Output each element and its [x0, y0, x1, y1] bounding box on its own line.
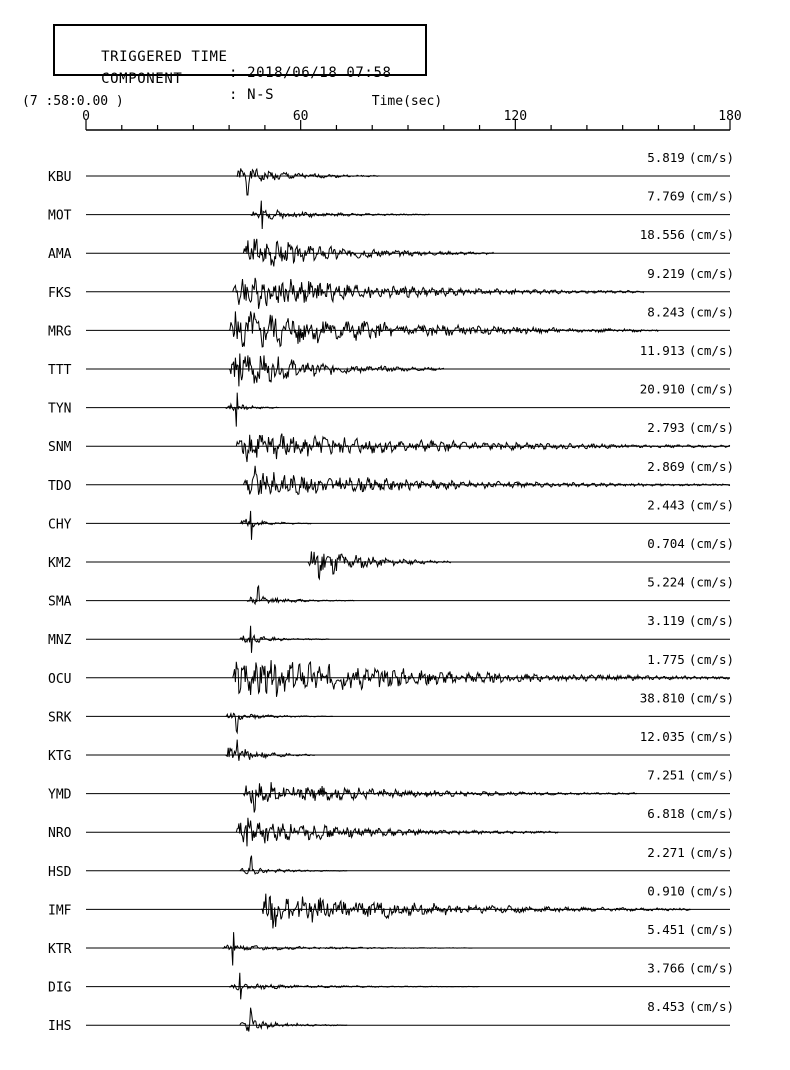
station-label: NRO	[48, 826, 72, 842]
peak-unit: (cm/s)	[688, 343, 734, 358]
x-tick-label: 180	[718, 109, 742, 124]
station-row-mrg	[48, 304, 734, 347]
peak-unit: (cm/s)	[688, 381, 734, 397]
station-label: IHS	[48, 1019, 72, 1035]
waveform-trace	[222, 932, 472, 965]
peak-unit: (cm/s)	[688, 536, 734, 551]
station-label: CHY	[48, 517, 72, 533]
peak-unit: (cm/s)	[688, 188, 734, 204]
peak-value	[647, 922, 734, 937]
peak-unit: (cm/s)	[688, 883, 734, 899]
waveform-trace	[308, 551, 451, 579]
peak-value	[640, 729, 734, 744]
station-label: KTG	[48, 749, 72, 764]
peak-value	[647, 189, 734, 204]
peak-unit: (cm/s)	[688, 497, 734, 513]
peak-number: 5.819	[647, 150, 685, 165]
peak-number: 8.243	[647, 304, 685, 320]
station-row-ttt	[48, 343, 734, 386]
peak-number: 2.271	[647, 844, 685, 860]
waveform-trace	[229, 973, 480, 1000]
peak-value	[647, 304, 734, 319]
peak-number: 12.035	[639, 729, 685, 744]
peak-number: 0.910	[647, 883, 685, 899]
peak-number: 7.769	[647, 188, 685, 204]
peak-number: 11.913	[639, 343, 685, 358]
station-row-fks	[48, 266, 734, 309]
station-label: HSD	[48, 864, 72, 880]
station-label: KTR	[48, 942, 72, 957]
peak-value	[640, 343, 734, 358]
start-time-label: (7 :58:0.00 )	[22, 94, 124, 109]
station-label: MRG	[48, 324, 72, 340]
waveform-trace	[226, 740, 316, 761]
waveform-trace	[229, 354, 444, 387]
peak-number: 20.910	[639, 381, 685, 397]
station-row-ktg	[48, 729, 734, 764]
peak-unit: (cm/s)	[688, 574, 734, 590]
peak-unit: (cm/s)	[688, 960, 734, 976]
station-label: FKS	[48, 285, 72, 301]
waveform-trace	[261, 894, 690, 929]
station-row-km2	[48, 536, 734, 579]
peak-unit: (cm/s)	[688, 150, 734, 165]
waveform-trace	[247, 586, 354, 604]
station-traces	[48, 150, 734, 1034]
peak-unit: (cm/s)	[688, 844, 734, 860]
station-row-ktr	[48, 922, 734, 966]
component-label: COMPONENT	[101, 71, 183, 87]
component-value: : N-S	[229, 87, 275, 103]
peak-value	[647, 806, 734, 821]
peak-value	[647, 497, 734, 512]
peak-value	[647, 575, 734, 590]
station-label: TTT	[48, 363, 72, 378]
station-row-mot	[48, 189, 734, 229]
peak-value	[647, 883, 734, 898]
station-row-sma	[48, 575, 734, 610]
station-row-ihs	[48, 999, 734, 1034]
station-row-ama	[48, 227, 734, 266]
peak-value	[640, 227, 734, 242]
station-label: IMF	[48, 903, 72, 919]
peak-number: 2.793	[647, 420, 685, 436]
waveform-trace	[240, 511, 312, 540]
station-label: OCU	[48, 671, 72, 687]
waveform-trace	[226, 393, 280, 427]
peak-number: 6.818	[647, 806, 685, 822]
station-label: TYN	[48, 401, 72, 417]
station-row-chy	[48, 497, 734, 539]
station-label: SMA	[48, 594, 72, 610]
peak-number: 1.775	[647, 651, 685, 667]
station-label: AMA	[48, 247, 72, 263]
station-row-srk	[48, 690, 734, 732]
peak-number: 5.451	[647, 922, 685, 937]
peak-number: 18.556	[639, 227, 685, 243]
peak-unit: (cm/s)	[688, 729, 734, 744]
station-label: MOT	[48, 208, 72, 224]
station-label: TDO	[48, 478, 72, 494]
peak-unit: (cm/s)	[688, 613, 734, 629]
station-row-tdo	[48, 459, 734, 495]
peak-value	[647, 652, 734, 667]
peak-number: 3.766	[647, 960, 685, 976]
waveform-trace	[236, 434, 730, 462]
peak-value	[647, 459, 734, 474]
waveform-trace	[240, 1008, 347, 1032]
station-label: SRK	[48, 710, 72, 726]
waveform-trace	[243, 239, 494, 267]
station-row-tyn	[48, 382, 734, 427]
peak-value	[647, 845, 734, 860]
waveform-trace	[243, 782, 637, 812]
station-row-hsd	[48, 845, 734, 880]
x-axis-title: Time(sec)	[371, 94, 443, 109]
peak-value	[640, 382, 734, 397]
peak-unit: (cm/s)	[688, 304, 734, 320]
x-tick-label: 0	[82, 109, 90, 124]
peak-number: 8.453	[647, 999, 685, 1015]
peak-value	[647, 536, 734, 551]
peak-value	[647, 999, 734, 1014]
station-row-ocu	[48, 652, 734, 697]
peak-value	[647, 420, 734, 435]
station-label: DIG	[48, 980, 72, 996]
station-row-imf	[48, 883, 734, 928]
peak-number: 7.251	[647, 767, 685, 783]
station-row-kbu	[48, 150, 734, 195]
peak-unit: (cm/s)	[688, 227, 734, 243]
time-axis	[22, 94, 742, 130]
peak-value	[647, 961, 734, 976]
waveform-trace	[233, 278, 644, 309]
peak-value	[647, 768, 734, 783]
peak-unit: (cm/s)	[688, 265, 734, 281]
station-row-mnz	[48, 613, 734, 653]
station-row-snm	[48, 420, 734, 462]
station-label: SNM	[48, 440, 72, 456]
peak-unit: (cm/s)	[688, 651, 734, 667]
peak-value	[647, 266, 734, 281]
peak-number: 38.810	[639, 690, 685, 706]
peak-value	[647, 150, 734, 165]
peak-unit: (cm/s)	[688, 767, 734, 783]
station-label: KM2	[48, 556, 72, 571]
triggered-time-label: TRIGGERED TIME	[101, 49, 228, 65]
peak-unit: (cm/s)	[688, 922, 734, 937]
peak-unit: (cm/s)	[688, 806, 734, 822]
station-row-nro	[48, 806, 734, 846]
peak-number: 2.443	[647, 497, 685, 513]
peak-number: 3.119	[647, 613, 685, 629]
peak-unit: (cm/s)	[688, 420, 734, 436]
peak-value	[647, 613, 734, 628]
waveform-trace	[229, 311, 658, 347]
triggered-time-value: : 2018/06/18 07:58	[229, 65, 392, 81]
peak-unit: (cm/s)	[688, 999, 734, 1015]
station-label: MNZ	[48, 633, 72, 649]
station-label: YMD	[48, 787, 72, 803]
x-tick-label: 60	[292, 109, 309, 124]
peak-number: 5.224	[647, 574, 685, 590]
x-tick-label: 120	[503, 109, 528, 124]
station-row-ymd	[48, 768, 734, 813]
station-label: KBU	[48, 170, 72, 185]
peak-number: 2.869	[647, 458, 685, 474]
peak-number: 9.219	[647, 265, 685, 281]
waveform-trace	[236, 818, 558, 847]
peak-unit: (cm/s)	[688, 690, 734, 706]
station-row-dig	[48, 961, 734, 1000]
peak-value	[640, 690, 734, 705]
peak-number: 0.704	[647, 536, 685, 551]
waveform-trace	[236, 168, 379, 195]
peak-unit: (cm/s)	[688, 458, 734, 474]
